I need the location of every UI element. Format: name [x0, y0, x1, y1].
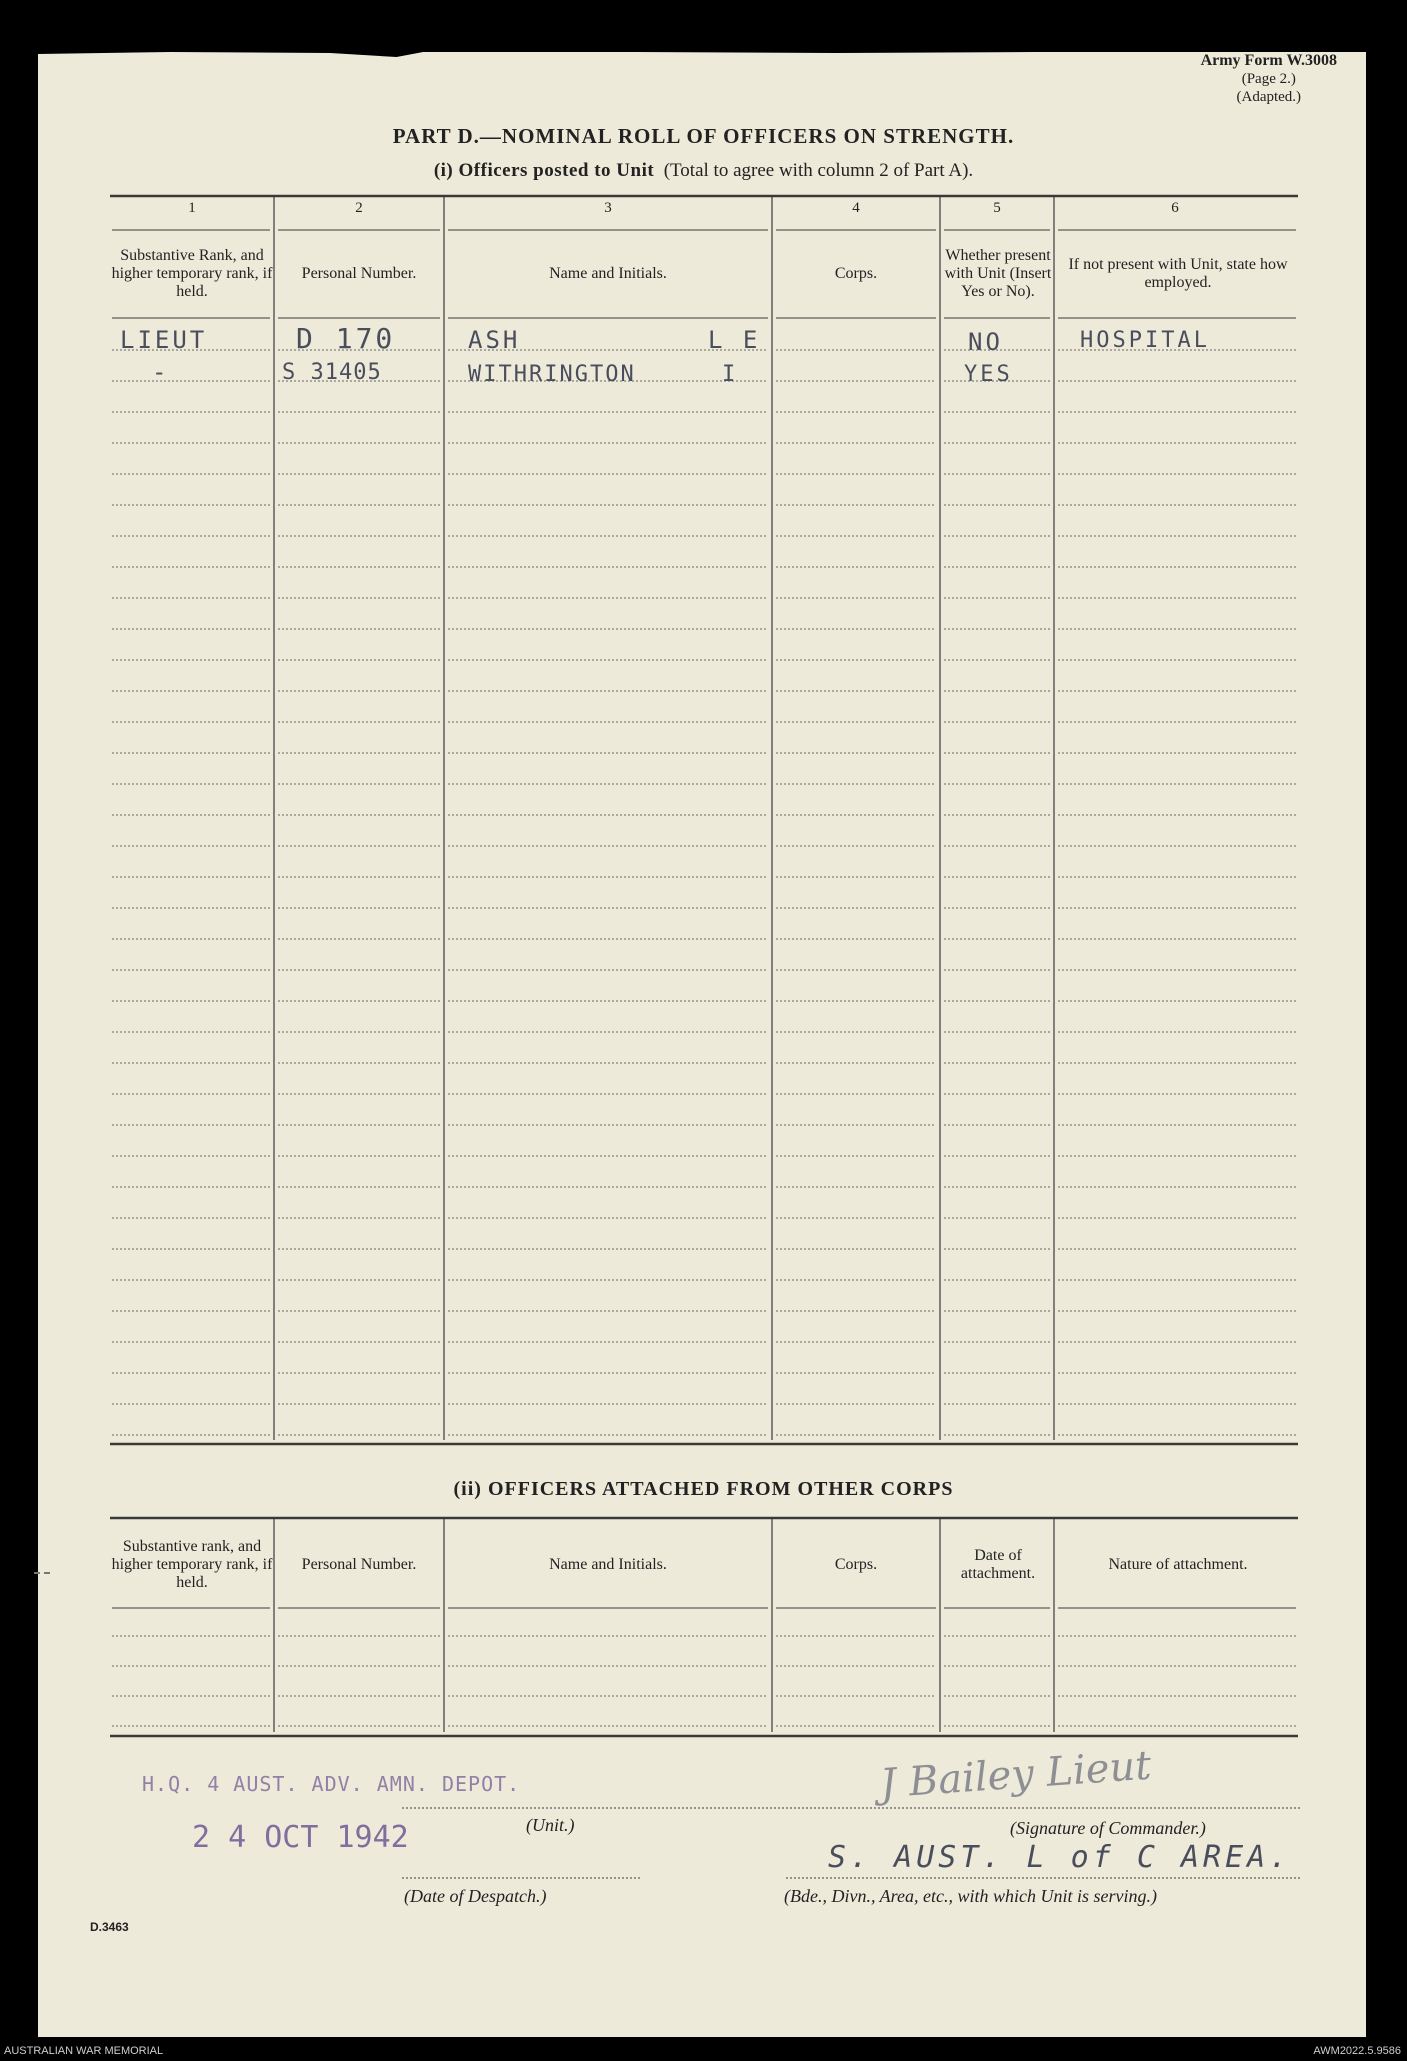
- header-corps: Corps.: [834, 265, 878, 282]
- row2-present: YES: [964, 362, 1013, 387]
- section2-title: (ii) OFFICERS ATTACHED FROM OTHER CORPS: [453, 1478, 954, 1500]
- row1-initials: L E: [708, 326, 761, 354]
- col-number-3: 3: [604, 200, 612, 216]
- unit-stamp: H.Q. 4 AUST. ADV. AMN. DEPOT.: [142, 1772, 521, 1796]
- unit-caption: (Unit.): [526, 1815, 575, 1835]
- row1-name: ASH: [468, 326, 521, 354]
- header-rank: Substantive Rank, and higher temporary rank, if held.: [111, 247, 273, 300]
- col-number-1: 1: [188, 200, 196, 216]
- signature-caption: (Signature of Commander.): [1010, 1818, 1206, 1838]
- row1-present: NO: [968, 328, 1003, 356]
- row2-rank: -: [152, 358, 170, 386]
- area-handwriting: S. AUST. L of C AREA.: [828, 1840, 1292, 1875]
- row2-name: WITHRINGTON: [468, 362, 636, 387]
- footer-institution: AUSTRALIAN WAR MEMORIAL: [4, 2045, 164, 2057]
- subtitle-note: (Total to agree with column 2 of Part A).: [663, 160, 974, 181]
- subtitle-bold: (i) Officers posted to Unit: [433, 160, 655, 181]
- form-adapted-note: (Adapted.): [1236, 89, 1302, 105]
- t2-header-name: Name and Initials.: [549, 1556, 667, 1573]
- row2-initials: I: [722, 362, 739, 387]
- date-stamp: 2 4 OCT 1942: [192, 1820, 409, 1855]
- t2-header-personal-number: Personal Number.: [301, 1556, 417, 1573]
- t2-header-rank: Substantive rank, and higher temporary rank, if held.: [111, 1538, 273, 1591]
- t2-header-date: Date of attachment.: [960, 1547, 1036, 1582]
- row1-employed: HOSPITAL: [1080, 328, 1210, 353]
- area-caption: (Bde., Divn., Area, etc., with which Unit is serving.): [784, 1886, 1157, 1906]
- header-personal-number: Personal Number.: [301, 265, 417, 282]
- t2-header-corps: Corps.: [834, 1556, 878, 1573]
- date-despatch-caption: (Date of Despatch.): [404, 1886, 547, 1906]
- form-code: D.3463: [90, 1920, 129, 1934]
- header-employment: If not present with Unit, state how employed.: [1068, 256, 1288, 291]
- form-reference: [1201, 52, 1337, 106]
- edge-mark: [34, 1572, 50, 1574]
- row2-number: S 31405: [282, 360, 382, 385]
- commander-signature: J Bailey Lieut: [878, 1742, 1153, 1808]
- footer-accession: AWM2022.5.9586: [1313, 2045, 1401, 2057]
- form-page-number: (Page 2.): [1241, 71, 1296, 87]
- form-number: Army Form W.3008: [1200, 52, 1337, 69]
- row1-rank: LIEUT: [120, 326, 208, 354]
- col-number-2: 2: [355, 200, 363, 216]
- col-number-6: 6: [1171, 200, 1179, 216]
- header-name: Name and Initials.: [549, 265, 667, 282]
- page-title: PART D.—NOMINAL ROLL OF OFFICERS ON STRENGTH.: [392, 124, 1015, 148]
- col-number-5: 5: [993, 200, 1001, 216]
- col-number-4: 4: [852, 200, 860, 216]
- t2-header-nature: Nature of attachment.: [1108, 1556, 1248, 1573]
- header-present: Whether present with Unit (Insert Yes or No).: [944, 247, 1052, 300]
- page-subtitle: [0, 160, 1407, 182]
- row1-number: D 170: [296, 322, 396, 355]
